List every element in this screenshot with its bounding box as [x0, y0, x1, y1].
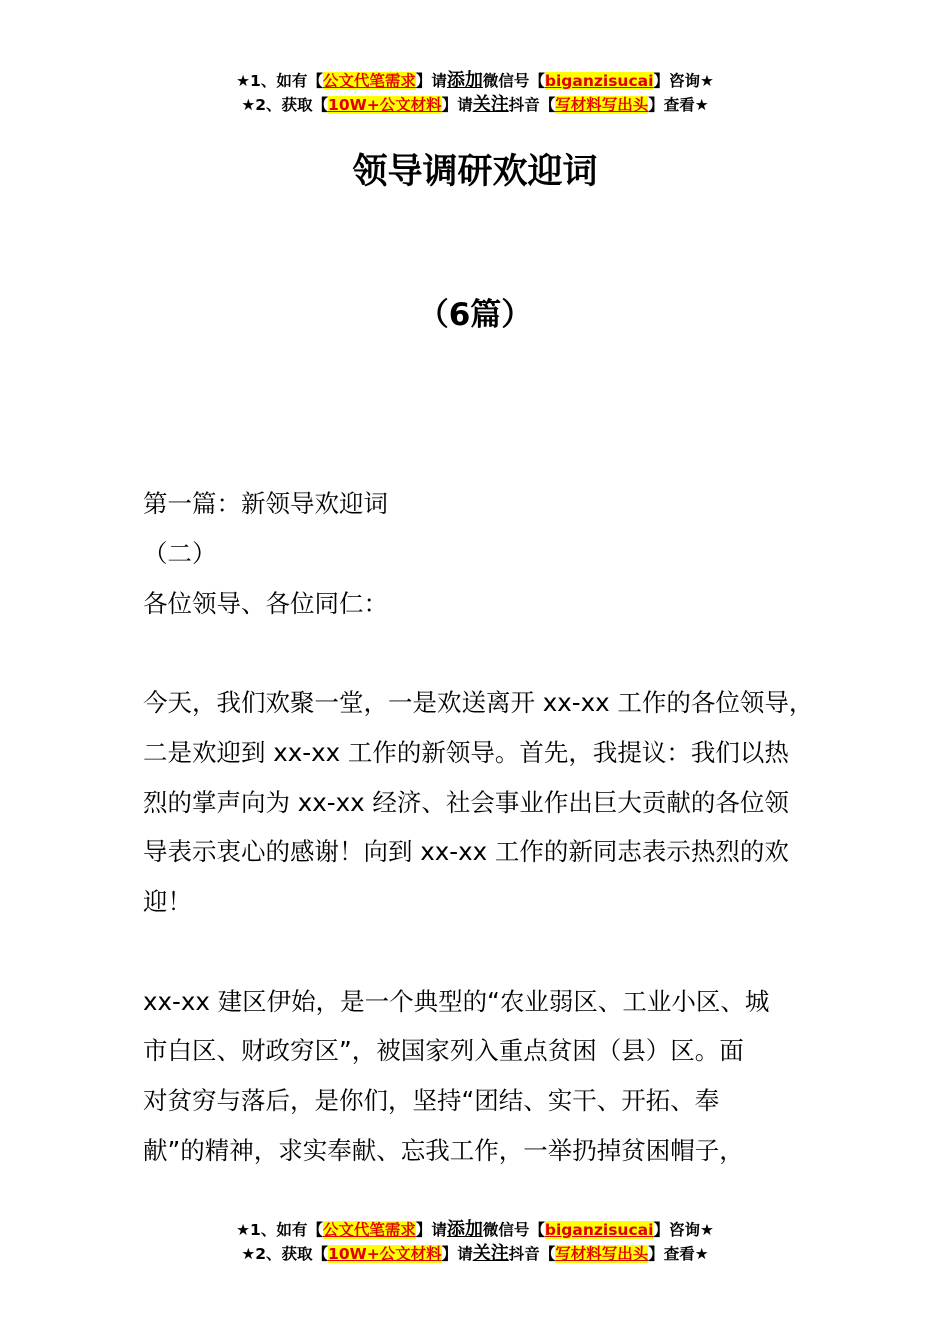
- promo-line-2: ★2、获取【10W+公文材料】请关注抖音【写材料写出头】查看★: [241, 1243, 709, 1264]
- body-line: 今天，我们欢聚一堂，一是欢送离开 xx-xx 工作的各位领导，: [143, 688, 814, 717]
- body-line: 烈的掌声向为 xx-xx 经济、社会事业作出巨大贡献的各位领: [143, 787, 789, 817]
- promo-line-2: ★2、获取【10W+公文材料】请关注抖音【写材料写出头】查看★: [241, 94, 709, 115]
- document-subtitle: （6篇）: [417, 297, 533, 333]
- body-line: 导表示衷心的感谢！向到 xx-xx 工作的新同志表示热烈的欢: [143, 837, 789, 867]
- body-line: 迎！: [143, 887, 192, 916]
- document-body: [143, 479, 843, 1176]
- body-line: 对贫穷与落后，是你们，坚持“团结、实干、开拓、奉: [143, 1086, 720, 1115]
- body-line: 市白区、财政穷区”，被国家列入重点贫困（县）区。面: [143, 1036, 744, 1066]
- body-line: （二）: [143, 538, 217, 568]
- promo-footer: [0, 1218, 950, 1266]
- document-title: 领导调研欢迎词: [352, 152, 598, 192]
- body-line: 第一篇：新领导欢迎词: [143, 489, 388, 518]
- body-line: 各位领导、各位同仁：: [143, 588, 388, 618]
- body-line: xx-xx 建区伊始，是一个典型的“农业弱区、工业小区、城: [143, 986, 770, 1016]
- promo-line-1: ★1、如有【公文代笔需求】请添加微信号【biganzisucai】咨询★: [236, 70, 714, 91]
- promo-line-1: ★1、如有【公文代笔需求】请添加微信号【biganzisucai】咨询★: [236, 1219, 714, 1240]
- body-line: 献”的精神，求实奉献、忘我工作，一举扔掉贫困帽子，: [143, 1135, 744, 1165]
- blank-line: [143, 628, 843, 678]
- body-line: 二是欢迎到 xx-xx 工作的新领导。首先，我提议：我们以热: [143, 737, 789, 767]
- promo-header: [0, 69, 950, 117]
- blank-line: [143, 927, 843, 977]
